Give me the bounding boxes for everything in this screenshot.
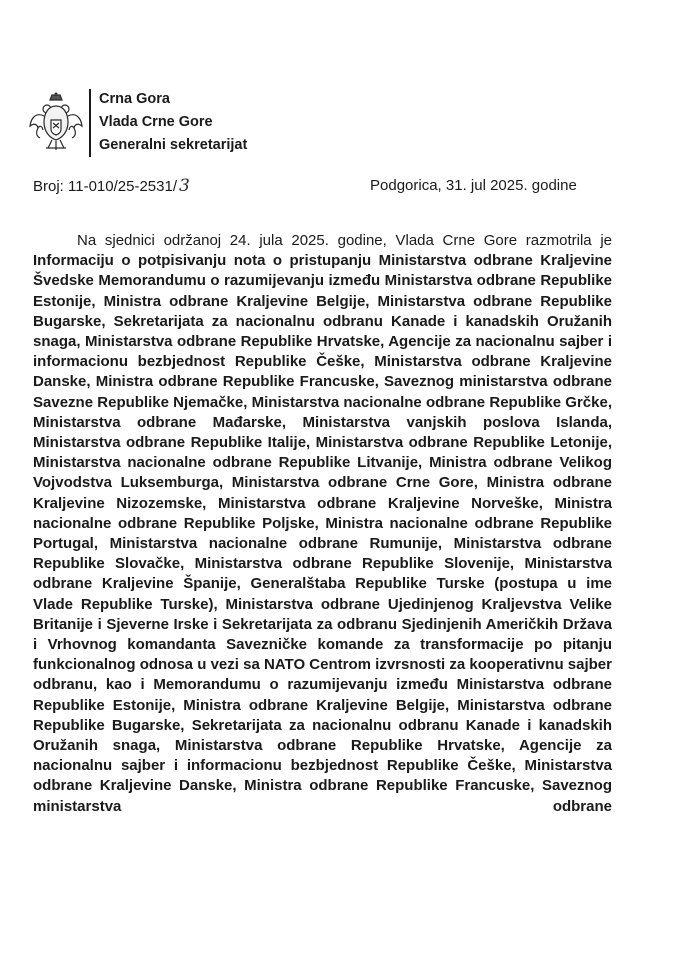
header-divider [89, 89, 91, 157]
document-date: Podgorica, 31. jul 2025. godine [370, 177, 577, 194]
reference-number-text: Broj: 11-010/25-2531/ [33, 178, 177, 195]
body-bold-text: Informaciju o potpisivanju nota o pristupanju Ministarstva odbrane Kraljevine Švedske Memorandumu o razumijevanju između Ministarstva odbrane Republike Estonije, Ministra odbrane Kraljevine Belgije, Ministarstva odbrane Republike Bugarske, Sekretarijata za nacionalnu odbranu Kanade i kanadskih Oružanih snaga, Ministarstva odbrane Republike Hrvatske, Agencije za nacionalnu sajber i informacionu bezbjednost Republike Češke, Ministarstva odbrane Kraljevine Danske, Ministra odbrane Republike Francuske, Saveznog ministarstva odbrane Savezne Republike Njemačke, Ministarstva nacionalne odbrane Republike Grčke, Ministarstva odbrane Mađarske, Ministarstva vanjskih poslova Islanda, Ministarstva odbrane Republike Italije, Ministarstva odbrane Republike Letonije, Ministarstva nacionalne odbrane Republike Litvanije, Ministra odbrane Velikog Vojvodstva Luksemburga, Ministarstva odbrane Crne Gore, Ministra odbrane Kraljevine Nizozemske, Ministarstva odbrane Kraljevine Norveške, Ministra nacionalne odbrane Republike Poljske, Ministra nacionalne odbrane Republike Portugal, Ministarstva nacionalne odbrane Rumunije, Ministarstva odbrane Republike Slovačke, Ministarstva odbrane Republike Slovenije, Ministarstva odbrane Kraljevine Španije, Generalštaba Republike Turske (postupa u ime Vlade Republike Turske), Ministarstva odbrane Ujedinjenog Kraljevstva Velike Britanije i Sjeverne Irske i Sekretarijata za odbranu Sjedinjenih Američkih Država i Vrhovnog komandanta Savezničke komande za transformacije po pitanju funkcionalnog odnosa u vezi sa NATO Centrom izvrsnosti za kooperativnu sajber odbranu, kao i Memorandumu o razumijevanju između Ministarstva odbrane Republike Estonije, Ministra odbrane Kraljevine Belgije, Ministarstva odbrane Republike Bugarske, Sekretarijata za nacionalnu odbranu Kanade i kanadskih Oružanih snaga, Ministarstva odbrane Republike Hrvatske, Agencije za nacionalnu sajber i informacionu bezbjednost Republike Češke, Ministarstva odbrane Kraljevine Danske, Ministra odbrane Republike Francuske, Saveznog ministarstva odbrane [33, 252, 612, 815]
body-intro: Na sjednici održanoj 24. jula 2025. godine, Vlada Crne Gore razmotrila je [77, 232, 612, 249]
reference-number [33, 177, 190, 196]
secretariat-name: Generalni sekretarijat [99, 137, 248, 153]
body-paragraph [33, 231, 612, 817]
government-name: Vlada Crne Gore [99, 114, 213, 130]
country-name: Crna Gora [99, 91, 170, 107]
coat-of-arms-icon [28, 92, 84, 156]
letterhead [99, 88, 247, 157]
handwritten-mark: 3 [179, 176, 190, 196]
